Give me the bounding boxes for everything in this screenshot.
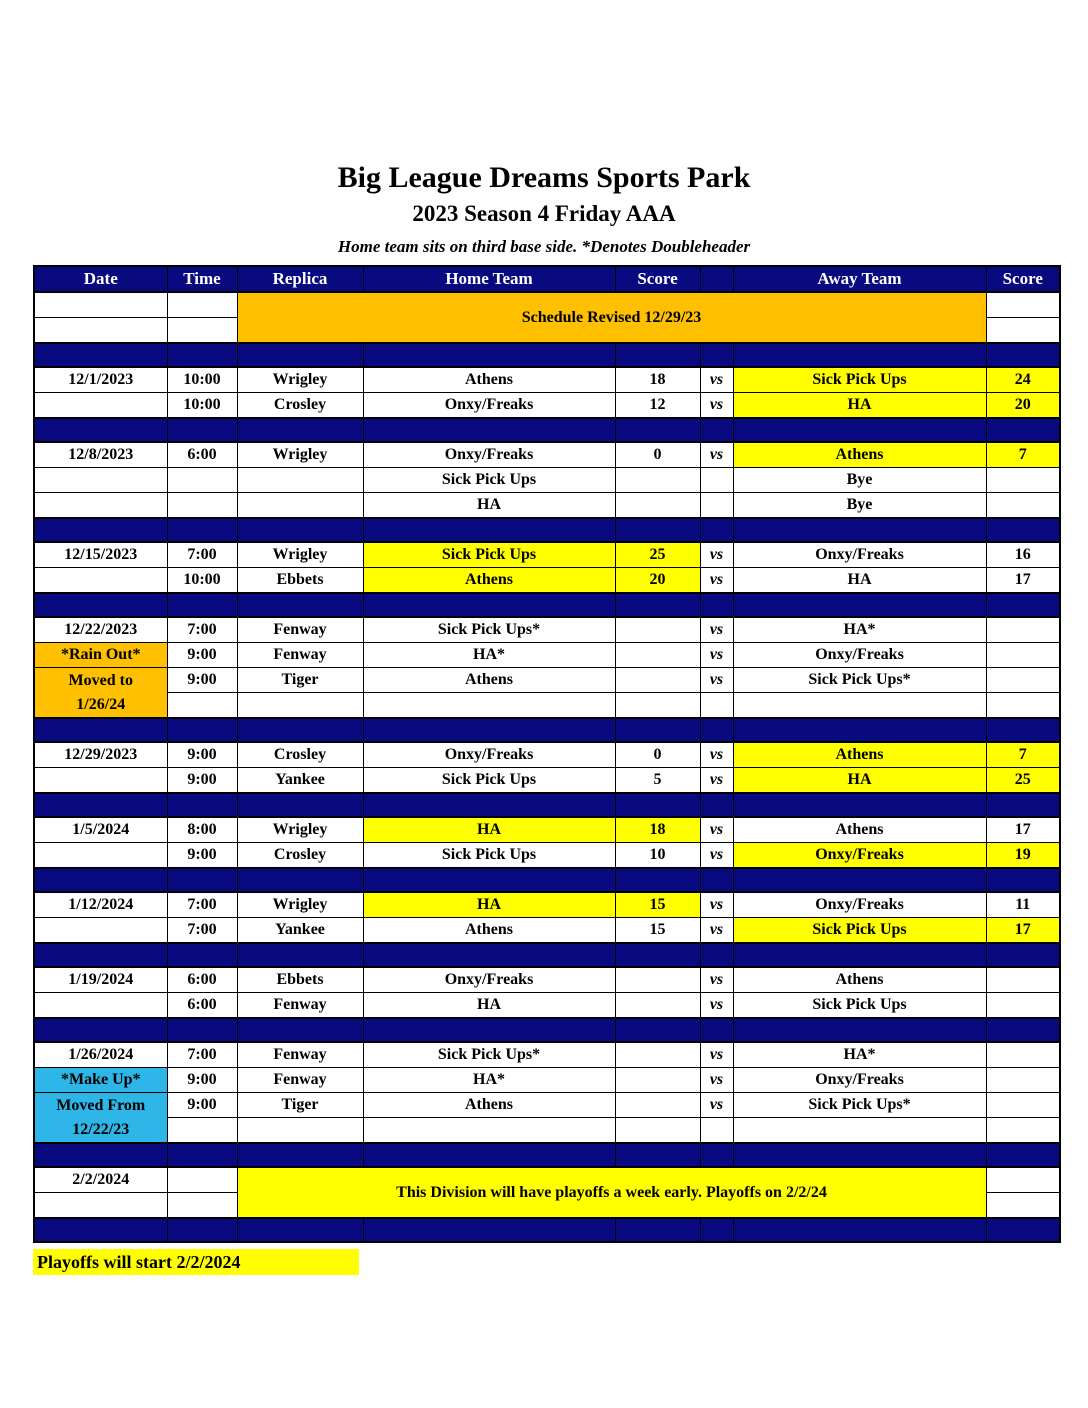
away-score-cell — [986, 643, 1060, 668]
time-cell — [167, 1118, 237, 1144]
away-team-cell: Onxy/Freaks — [733, 892, 986, 918]
home-team-cell: Athens — [363, 668, 615, 693]
separator-cell — [733, 868, 986, 892]
away-score-cell: 17 — [986, 568, 1060, 594]
column-header: Score — [615, 266, 700, 292]
away-score-cell — [986, 1193, 1060, 1219]
separator-cell — [167, 868, 237, 892]
separator-cell — [167, 343, 237, 367]
date-cell — [34, 292, 167, 318]
separator-cell — [615, 418, 700, 442]
home-team-cell: Athens — [363, 568, 615, 594]
date-cell: *Make Up* — [34, 1068, 167, 1093]
separator-cell — [700, 868, 733, 892]
separator-cell — [700, 943, 733, 967]
separator-cell — [986, 1018, 1060, 1042]
page-note: Home team sits on third base side. *Denotes Doubleheader — [337, 237, 751, 256]
replica-cell: Yankee — [237, 918, 363, 944]
home-team-cell: HA — [363, 817, 615, 843]
separator-cell — [733, 1018, 986, 1042]
home-score-cell — [615, 967, 700, 993]
time-cell: 9:00 — [167, 742, 237, 768]
vs-cell: vs — [700, 568, 733, 594]
home-team-cell: Onxy/Freaks — [363, 742, 615, 768]
column-header: Away Team — [733, 266, 986, 292]
schedule-table — [33, 265, 1061, 1243]
separator-cell — [986, 793, 1060, 817]
separator-cell — [733, 1143, 986, 1167]
time-cell — [167, 292, 237, 318]
home-team-cell: Athens — [363, 918, 615, 944]
time-cell: 7:00 — [167, 918, 237, 944]
time-cell: 6:00 — [167, 967, 237, 993]
date-cell — [34, 993, 167, 1019]
separator-cell — [733, 943, 986, 967]
away-score-cell — [986, 1068, 1060, 1093]
vs-cell — [700, 693, 733, 719]
replica-cell: Yankee — [237, 768, 363, 794]
home-score-cell: 25 — [615, 542, 700, 568]
separator-cell — [167, 593, 237, 617]
time-cell — [167, 1167, 237, 1193]
vs-cell: vs — [700, 1068, 733, 1093]
separator-cell — [986, 518, 1060, 542]
away-team-cell: Sick Pick Ups* — [733, 668, 986, 693]
time-cell: 9:00 — [167, 843, 237, 869]
separator-cell — [237, 418, 363, 442]
separator-cell — [615, 1218, 700, 1242]
away-team-cell: HA — [733, 393, 986, 419]
date-cell — [34, 918, 167, 944]
time-cell: 9:00 — [167, 643, 237, 668]
separator-cell — [363, 418, 615, 442]
separator-cell — [34, 418, 167, 442]
vs-cell: vs — [700, 817, 733, 843]
time-cell: 6:00 — [167, 442, 237, 468]
home-score-cell — [615, 617, 700, 643]
separator-cell — [733, 518, 986, 542]
separator-cell — [363, 1018, 615, 1042]
replica-cell: Wrigley — [237, 817, 363, 843]
replica-cell: Fenway — [237, 993, 363, 1019]
home-team-cell: Sick Pick Ups — [363, 843, 615, 869]
vs-cell: vs — [700, 643, 733, 668]
home-score-cell: 20 — [615, 568, 700, 594]
away-team-cell: Athens — [733, 742, 986, 768]
time-cell: 7:00 — [167, 1042, 237, 1068]
replica-cell: Fenway — [237, 643, 363, 668]
separator-cell — [700, 518, 733, 542]
away-score-cell: 17 — [986, 817, 1060, 843]
separator-cell — [986, 868, 1060, 892]
separator-cell — [363, 793, 615, 817]
away-team-cell — [733, 1118, 986, 1144]
home-team-cell: Athens — [363, 1093, 615, 1118]
away-team-cell: Onxy/Freaks — [733, 843, 986, 869]
home-team-cell: HA — [363, 993, 615, 1019]
date-cell: 1/26/2024 — [34, 1042, 167, 1068]
separator-cell — [34, 1018, 167, 1042]
replica-cell: Wrigley — [237, 367, 363, 393]
date-cell: 1/12/2024 — [34, 892, 167, 918]
home-team-cell — [363, 693, 615, 719]
separator-cell — [34, 718, 167, 742]
home-score-cell: 15 — [615, 918, 700, 944]
date-cell: Moved to 1/26/24 — [34, 668, 167, 719]
home-team-cell — [363, 1118, 615, 1144]
vs-cell — [700, 468, 733, 493]
vs-cell: vs — [700, 768, 733, 794]
separator-cell — [167, 418, 237, 442]
separator-cell — [700, 793, 733, 817]
replica-cell: Crosley — [237, 742, 363, 768]
separator-cell — [615, 718, 700, 742]
time-cell — [167, 493, 237, 519]
separator-cell — [363, 1218, 615, 1242]
away-team-cell: Onxy/Freaks — [733, 542, 986, 568]
away-score-cell: 17 — [986, 918, 1060, 944]
away-score-cell — [986, 693, 1060, 719]
date-cell — [34, 493, 167, 519]
separator-cell — [167, 1018, 237, 1042]
home-score-cell: 0 — [615, 742, 700, 768]
away-score-cell — [986, 967, 1060, 993]
date-cell: 12/15/2023 — [34, 542, 167, 568]
time-cell: 10:00 — [167, 367, 237, 393]
separator-cell — [733, 718, 986, 742]
home-score-cell: 18 — [615, 367, 700, 393]
home-team-cell: HA* — [363, 1068, 615, 1093]
home-score-cell: 0 — [615, 442, 700, 468]
away-score-cell — [986, 668, 1060, 693]
separator-cell — [733, 418, 986, 442]
date-cell: 1/5/2024 — [34, 817, 167, 843]
separator-cell — [733, 1218, 986, 1242]
separator-cell — [363, 718, 615, 742]
separator-cell — [237, 1218, 363, 1242]
time-cell: 9:00 — [167, 668, 237, 693]
away-score-cell: 19 — [986, 843, 1060, 869]
separator-cell — [237, 793, 363, 817]
replica-cell: Crosley — [237, 843, 363, 869]
column-header — [700, 266, 733, 292]
home-score-cell — [615, 1068, 700, 1093]
separator-cell — [167, 518, 237, 542]
top-margin — [0, 0, 1088, 160]
away-team-cell: Onxy/Freaks — [733, 1068, 986, 1093]
home-score-cell — [615, 468, 700, 493]
date-cell: *Rain Out* — [34, 643, 167, 668]
vs-cell — [700, 493, 733, 519]
replica-cell: Ebbets — [237, 568, 363, 594]
home-score-cell: 18 — [615, 817, 700, 843]
date-cell — [34, 768, 167, 794]
separator-cell — [363, 593, 615, 617]
vs-cell: vs — [700, 843, 733, 869]
separator-cell — [700, 343, 733, 367]
time-cell: 8:00 — [167, 817, 237, 843]
vs-cell: vs — [700, 993, 733, 1019]
away-score-cell: 20 — [986, 393, 1060, 419]
separator-cell — [700, 718, 733, 742]
separator-cell — [615, 1143, 700, 1167]
home-team-cell: Sick Pick Ups — [363, 768, 615, 794]
separator-cell — [237, 518, 363, 542]
time-cell — [167, 468, 237, 493]
vs-cell: vs — [700, 918, 733, 944]
away-score-cell — [986, 1167, 1060, 1193]
separator-cell — [167, 1218, 237, 1242]
separator-cell — [733, 793, 986, 817]
separator-cell — [615, 868, 700, 892]
time-cell — [167, 693, 237, 719]
away-score-cell — [986, 1093, 1060, 1118]
home-score-cell — [615, 1042, 700, 1068]
separator-cell — [700, 593, 733, 617]
home-team-cell: Onxy/Freaks — [363, 967, 615, 993]
date-cell: 12/29/2023 — [34, 742, 167, 768]
away-team-cell: Sick Pick Ups — [733, 993, 986, 1019]
away-team-cell: Onxy/Freaks — [733, 643, 986, 668]
separator-cell — [34, 943, 167, 967]
separator-cell — [34, 593, 167, 617]
home-team-cell: Athens — [363, 367, 615, 393]
separator-cell — [167, 943, 237, 967]
replica-cell: Fenway — [237, 1068, 363, 1093]
home-score-cell: 10 — [615, 843, 700, 869]
away-score-cell: 11 — [986, 892, 1060, 918]
schedule-table-body — [34, 266, 1060, 1242]
home-team-cell: HA* — [363, 643, 615, 668]
date-cell — [34, 468, 167, 493]
time-cell: 9:00 — [167, 1093, 237, 1118]
separator-cell — [986, 1218, 1060, 1242]
separator-cell — [615, 1018, 700, 1042]
page-title: Big League Dreams Sports Park — [337, 161, 751, 194]
replica-cell — [237, 1118, 363, 1144]
vs-cell: vs — [700, 742, 733, 768]
home-team-cell: Onxy/Freaks — [363, 393, 615, 419]
replica-cell: Tiger — [237, 1093, 363, 1118]
separator-cell — [237, 1018, 363, 1042]
home-score-cell: 12 — [615, 393, 700, 419]
separator-cell — [733, 343, 986, 367]
time-cell: 7:00 — [167, 542, 237, 568]
away-score-cell — [986, 292, 1060, 318]
home-score-cell: 5 — [615, 768, 700, 794]
separator-cell — [237, 868, 363, 892]
home-team-cell: Sick Pick Ups — [363, 542, 615, 568]
replica-cell — [237, 493, 363, 519]
replica-cell: Crosley — [237, 393, 363, 419]
replica-cell: Wrigley — [237, 892, 363, 918]
vs-cell: vs — [700, 367, 733, 393]
date-cell — [34, 393, 167, 419]
vs-cell: vs — [700, 617, 733, 643]
time-cell: 10:00 — [167, 568, 237, 594]
away-score-cell: 24 — [986, 367, 1060, 393]
replica-cell: Fenway — [237, 617, 363, 643]
time-cell — [167, 1193, 237, 1219]
replica-cell — [237, 468, 363, 493]
date-cell: Moved From 12/22/23 — [34, 1093, 167, 1144]
separator-cell — [615, 593, 700, 617]
away-score-cell: 7 — [986, 442, 1060, 468]
away-score-cell — [986, 617, 1060, 643]
separator-cell — [34, 1218, 167, 1242]
separator-cell — [363, 1143, 615, 1167]
time-cell: 9:00 — [167, 768, 237, 794]
home-team-cell: Sick Pick Ups* — [363, 617, 615, 643]
away-team-cell: Sick Pick Ups — [733, 367, 986, 393]
replica-cell: Fenway — [237, 1042, 363, 1068]
separator-cell — [237, 943, 363, 967]
time-cell: 10:00 — [167, 393, 237, 419]
date-cell: 12/22/2023 — [34, 617, 167, 643]
date-cell: 12/1/2023 — [34, 367, 167, 393]
separator-cell — [167, 1143, 237, 1167]
separator-cell — [363, 943, 615, 967]
vs-cell: vs — [700, 1042, 733, 1068]
vs-cell: vs — [700, 542, 733, 568]
away-score-cell — [986, 993, 1060, 1019]
separator-cell — [986, 1143, 1060, 1167]
separator-cell — [237, 593, 363, 617]
vs-cell: vs — [700, 393, 733, 419]
home-score-cell — [615, 493, 700, 519]
home-score-cell — [615, 993, 700, 1019]
separator-cell — [34, 343, 167, 367]
away-team-cell: HA* — [733, 1042, 986, 1068]
time-cell — [167, 318, 237, 344]
home-team-cell: Sick Pick Ups — [363, 468, 615, 493]
replica-cell: Tiger — [237, 668, 363, 693]
away-team-cell: Bye — [733, 468, 986, 493]
separator-cell — [615, 943, 700, 967]
column-header: Score — [986, 266, 1060, 292]
column-header: Replica — [237, 266, 363, 292]
separator-cell — [615, 343, 700, 367]
date-cell: 12/8/2023 — [34, 442, 167, 468]
separator-cell — [167, 718, 237, 742]
banner-cell: Schedule Revised 12/29/23 — [237, 292, 986, 343]
separator-cell — [700, 1143, 733, 1167]
date-cell: 1/19/2024 — [34, 967, 167, 993]
away-team-cell: Sick Pick Ups — [733, 918, 986, 944]
vs-cell — [700, 1118, 733, 1144]
banner-cell: This Division will have playoffs a week early. Playoffs on 2/2/24 — [237, 1167, 986, 1218]
date-cell — [34, 1193, 167, 1219]
separator-cell — [986, 718, 1060, 742]
separator-cell — [34, 793, 167, 817]
away-team-cell: Sick Pick Ups* — [733, 1093, 986, 1118]
replica-cell — [237, 693, 363, 719]
separator-cell — [363, 518, 615, 542]
home-team-cell: HA — [363, 493, 615, 519]
replica-cell: Wrigley — [237, 442, 363, 468]
date-cell — [34, 318, 167, 344]
time-cell: 6:00 — [167, 993, 237, 1019]
away-score-cell — [986, 1118, 1060, 1144]
separator-cell — [34, 518, 167, 542]
home-score-cell — [615, 1093, 700, 1118]
home-score-cell — [615, 693, 700, 719]
home-score-cell — [615, 1118, 700, 1144]
away-team-cell: Athens — [733, 967, 986, 993]
vs-cell: vs — [700, 1093, 733, 1118]
home-score-cell — [615, 668, 700, 693]
away-team-cell: Athens — [733, 442, 986, 468]
separator-cell — [700, 418, 733, 442]
vs-cell: vs — [700, 668, 733, 693]
separator-cell — [34, 1143, 167, 1167]
column-header: Time — [167, 266, 237, 292]
vs-cell: vs — [700, 442, 733, 468]
separator-cell — [34, 868, 167, 892]
date-cell: 2/2/2024 — [34, 1167, 167, 1193]
time-cell: 7:00 — [167, 892, 237, 918]
separator-cell — [986, 418, 1060, 442]
home-team-cell: Sick Pick Ups* — [363, 1042, 615, 1068]
home-score-cell — [615, 643, 700, 668]
home-team-cell: Onxy/Freaks — [363, 442, 615, 468]
page-subtitle: 2023 Season 4 Friday AAA — [412, 201, 676, 226]
replica-cell: Ebbets — [237, 967, 363, 993]
away-score-cell — [986, 318, 1060, 344]
replica-cell: Wrigley — [237, 542, 363, 568]
separator-cell — [237, 718, 363, 742]
away-team-cell: Athens — [733, 817, 986, 843]
separator-cell — [986, 593, 1060, 617]
separator-cell — [986, 943, 1060, 967]
away-team-cell: HA — [733, 768, 986, 794]
column-header: Date — [34, 266, 167, 292]
separator-cell — [363, 868, 615, 892]
away-score-cell — [986, 493, 1060, 519]
separator-cell — [615, 518, 700, 542]
separator-cell — [237, 1143, 363, 1167]
away-score-cell — [986, 468, 1060, 493]
away-team-cell: HA* — [733, 617, 986, 643]
away-team-cell: HA — [733, 568, 986, 594]
away-team-cell — [733, 693, 986, 719]
date-cell — [34, 568, 167, 594]
time-cell: 7:00 — [167, 617, 237, 643]
away-score-cell — [986, 1042, 1060, 1068]
vs-cell: vs — [700, 967, 733, 993]
away-score-cell: 7 — [986, 742, 1060, 768]
separator-cell — [733, 593, 986, 617]
vs-cell: vs — [700, 892, 733, 918]
away-team-cell: Bye — [733, 493, 986, 519]
separator-cell — [986, 343, 1060, 367]
separator-cell — [700, 1018, 733, 1042]
time-cell: 9:00 — [167, 1068, 237, 1093]
separator-cell — [700, 1218, 733, 1242]
home-score-cell: 15 — [615, 892, 700, 918]
date-cell — [34, 843, 167, 869]
away-score-cell: 25 — [986, 768, 1060, 794]
separator-cell — [167, 793, 237, 817]
separator-cell — [615, 793, 700, 817]
column-header: Home Team — [363, 266, 615, 292]
away-score-cell: 16 — [986, 542, 1060, 568]
playoffs-footer: Playoffs will start 2/2/2024 — [33, 1249, 359, 1275]
separator-cell — [363, 343, 615, 367]
home-team-cell: HA — [363, 892, 615, 918]
separator-cell — [237, 343, 363, 367]
